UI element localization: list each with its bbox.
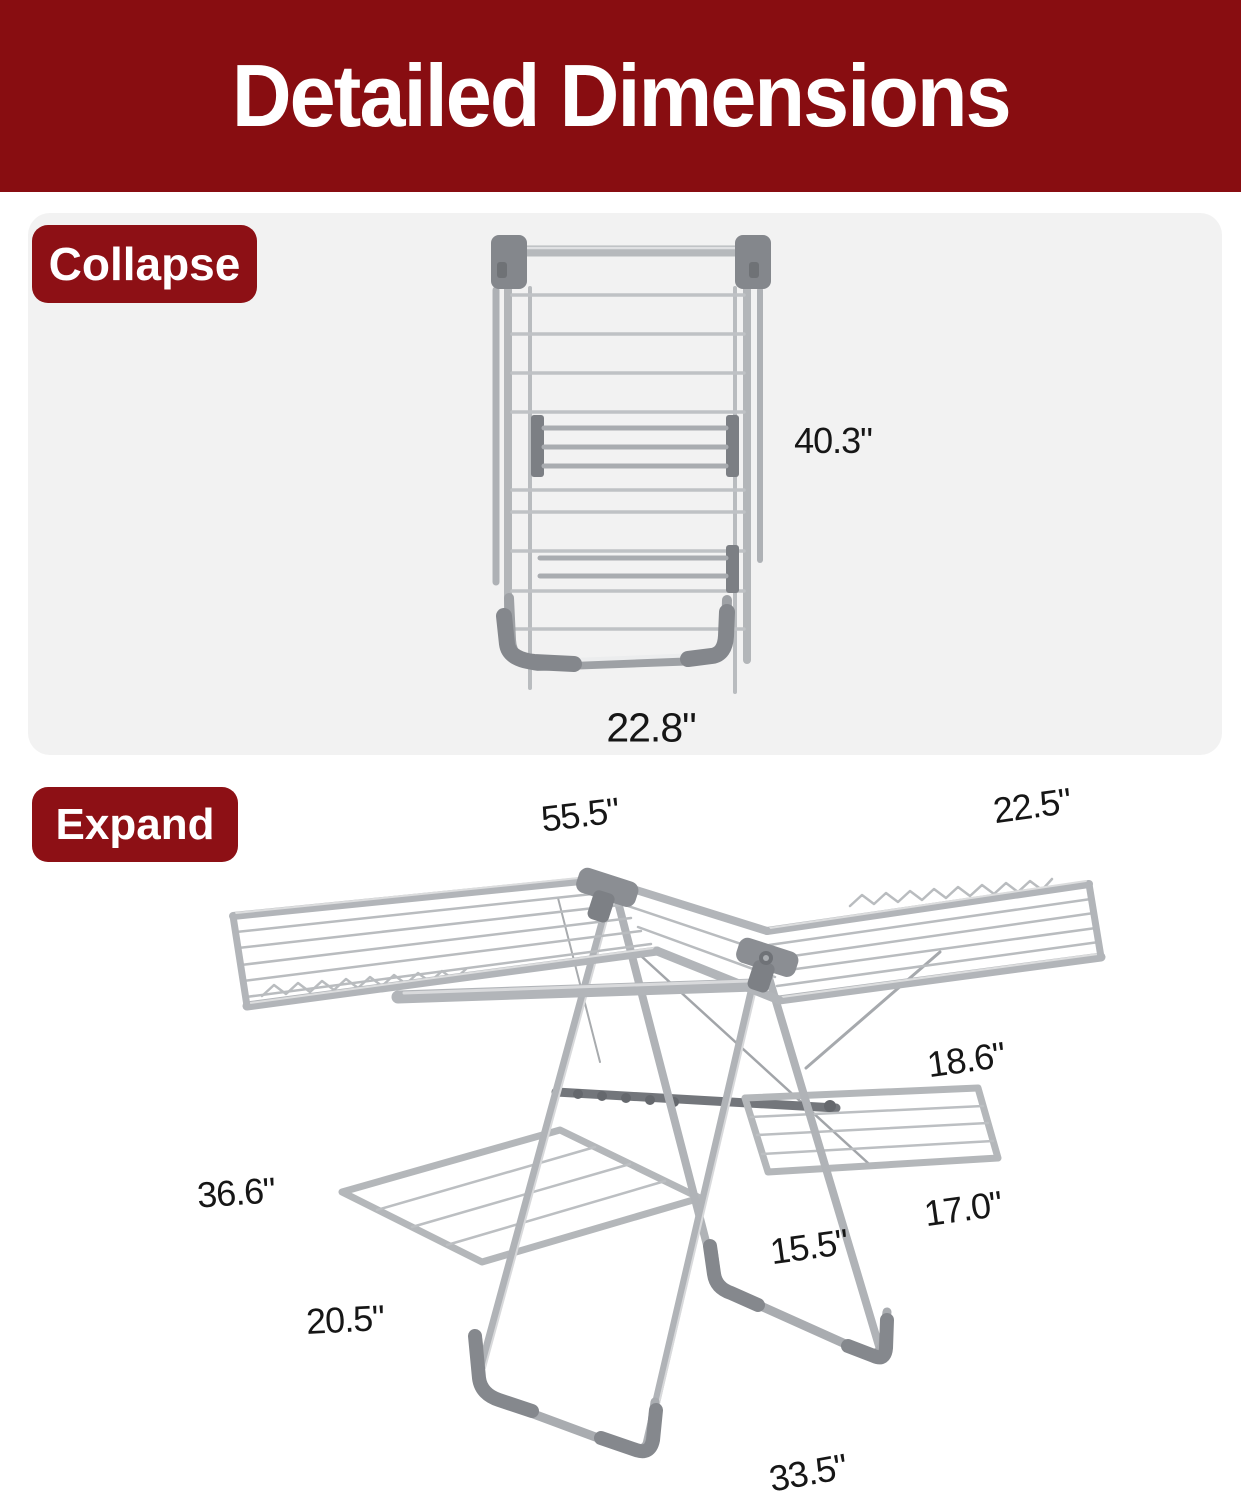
collapse-badge-label: Collapse [48, 238, 241, 290]
dim-expand-right-tier-drop: 18.6" [924, 1033, 1008, 1086]
dim-expand-right-wing: 22.5" [990, 779, 1074, 832]
dim-collapse-width: 22.8" [606, 704, 696, 751]
page-title: Detailed Dimensions [231, 46, 1010, 145]
collapsed-rack-drawing [491, 235, 771, 692]
expand-badge-label: Expand [55, 799, 215, 849]
dim-expand-height: 36.6" [195, 1169, 277, 1216]
dim-expand-base-width: 33.5" [766, 1445, 850, 1500]
expanded-rack-drawing [233, 865, 1101, 1451]
dim-expand-left-tier-width: 20.5" [305, 1296, 385, 1343]
dim-expand-center-width: 15.5" [767, 1220, 851, 1273]
dim-expand-left-wing: 55.5" [538, 789, 622, 840]
dim-collapse-height: 40.3" [794, 420, 872, 461]
dim-expand-right-tier-width: 17.0" [921, 1182, 1005, 1235]
